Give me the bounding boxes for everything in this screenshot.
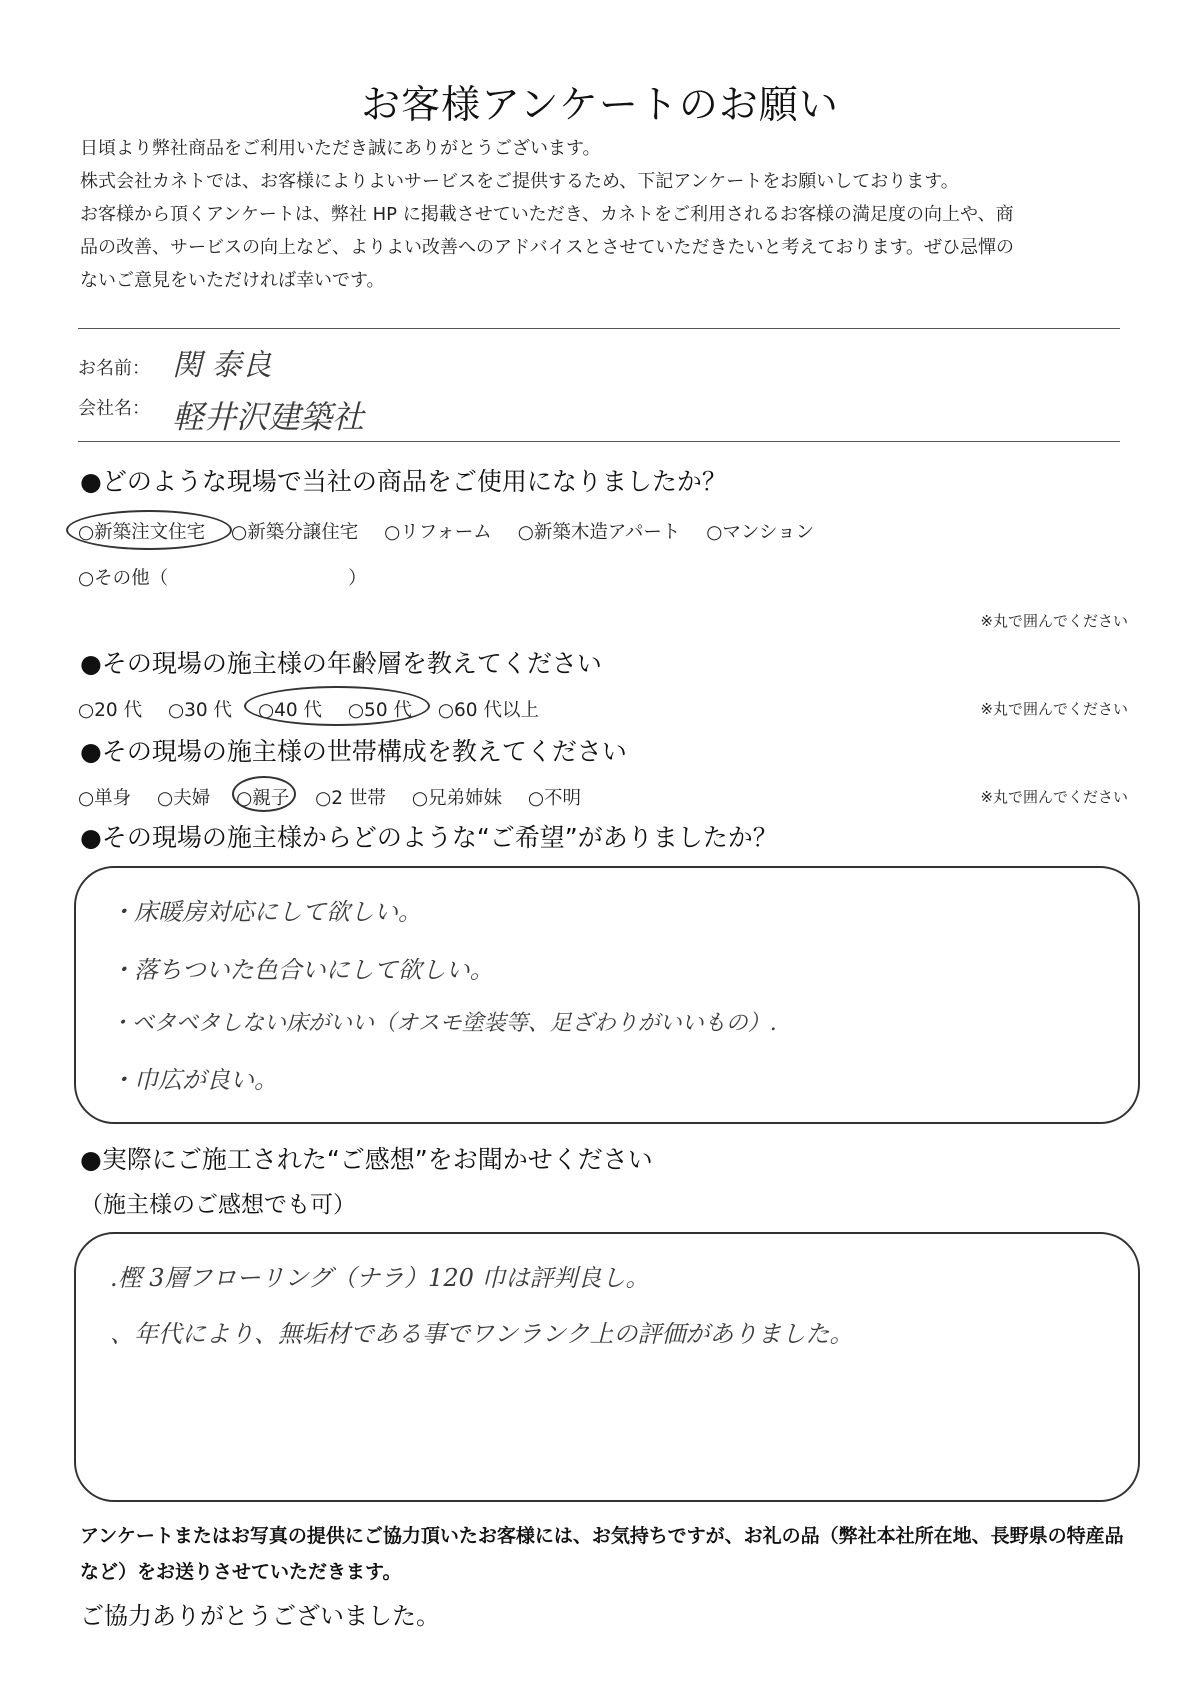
impression-answer-line: 、年代により、無垢材である事でワンランク上の評価がありました。	[110, 1320, 854, 1348]
thanks-text: ご協力ありがとうございました。	[80, 1602, 440, 1630]
q1-option[interactable]: ○マンション	[706, 522, 815, 543]
wish-answer-line: ・ベタベタしない床がいい（オスモ塗装等、足ざわりがいいもの）.	[110, 1011, 777, 1036]
q3-option[interactable]: ○不明	[527, 788, 582, 809]
instruction-note: ※丸で囲んでください	[980, 612, 1128, 630]
wish-answer-line: ・落ちついた色合いにして欲しい。	[110, 956, 494, 984]
intro-line: お客様から頂くアンケートは、弊社 HP に掲載させていただき、カネトをご利用されるお客様の満足度の向上や、商	[80, 204, 1014, 225]
divider	[78, 441, 1120, 442]
name-label: お名前：	[78, 358, 150, 379]
q1-other	[78, 564, 367, 590]
q1-option[interactable]: ○リフォーム	[384, 522, 492, 543]
q4-question: ●その現場の施主様からどのような“ご希望”がありましたか？	[80, 823, 778, 852]
q2-option[interactable]: ○40 代	[257, 700, 323, 721]
wish-answer-line: ・巾広が良い。	[110, 1066, 278, 1094]
q3-question: ●その現場の施主様の世帯構成を教えてください	[80, 737, 627, 766]
q3-option[interactable]: ○親子	[236, 788, 290, 809]
q1-option[interactable]: ○新築木造アパート	[517, 522, 681, 543]
intro-line: ないご意見をいただければ幸いです。	[80, 270, 385, 291]
footer-text: アンケートまたはお写真の提供にご協力頂いたお客様には、お気持ちですが、お礼の品（弊社本社所在地、長野県の特産品など）をお送りさせていただきます。	[80, 1525, 1124, 1583]
selection-circle	[66, 510, 232, 550]
wish-answer-line: ・床暖房対応にして欲しい。	[110, 898, 422, 926]
q2-option[interactable]: ○20 代	[78, 700, 143, 721]
divider	[78, 328, 1120, 329]
q1-other-close: ）	[348, 568, 367, 589]
page-title: お客様アンケートのお願い	[361, 83, 839, 128]
q2-option[interactable]: ○30 代	[167, 700, 233, 721]
company-value[interactable]: 軽井沢建築社	[172, 398, 365, 436]
intro-text	[80, 132, 1140, 297]
intro-line: 株式会社カネトでは、お客様によりよいサービスをご提供するため、下記アンケートをお願いしております。	[80, 171, 959, 192]
selection-circle	[244, 686, 430, 726]
intro-line: 品の改善、サービスの向上など、よりよい改善へのアドバイスとさせていただきたいと考えております。ぜひ忌憚の	[80, 237, 1015, 258]
q3-options	[78, 784, 601, 810]
company-label: 会社名：	[78, 398, 150, 419]
name-value[interactable]: 関 泰良	[172, 348, 272, 383]
q1-question: ●どのような現場で当社の商品をご使用になりましたか？	[80, 467, 727, 496]
q1-other-label[interactable]: ○その他（	[78, 568, 169, 589]
selection-circle	[232, 776, 296, 812]
q2-question: ●その現場の施主様の年齢層を教えてください	[80, 649, 602, 678]
q3-option[interactable]: ○2 世帯	[315, 788, 386, 809]
instruction-note: ※丸で囲んでください	[980, 788, 1128, 806]
intro-line: 日頃より弊社商品をご利用いただき誠にありがとうございます。	[80, 138, 601, 159]
q5-question: ●実際にご施工された“ご感想”をお聞かせください	[80, 1145, 653, 1174]
impression-answer-line: .樫 3層フローリング（ナラ）120 巾は評判良し。	[110, 1264, 650, 1292]
q3-option[interactable]: ○兄弟姉妹	[411, 788, 502, 809]
q2-option[interactable]: ○60 代以上	[437, 700, 539, 721]
q3-option[interactable]: ○夫婦	[157, 788, 211, 809]
q1-option[interactable]: ○新築分譲住宅	[231, 522, 359, 543]
q1-option[interactable]: ○新築注文住宅	[78, 522, 206, 543]
q2-option[interactable]: ○50 代	[347, 700, 412, 721]
q3-option[interactable]: ○単身	[78, 788, 132, 809]
instruction-note: ※丸で囲んでください	[980, 700, 1128, 718]
q5-subtitle: （施主様のご感想でも可）	[80, 1192, 356, 1218]
